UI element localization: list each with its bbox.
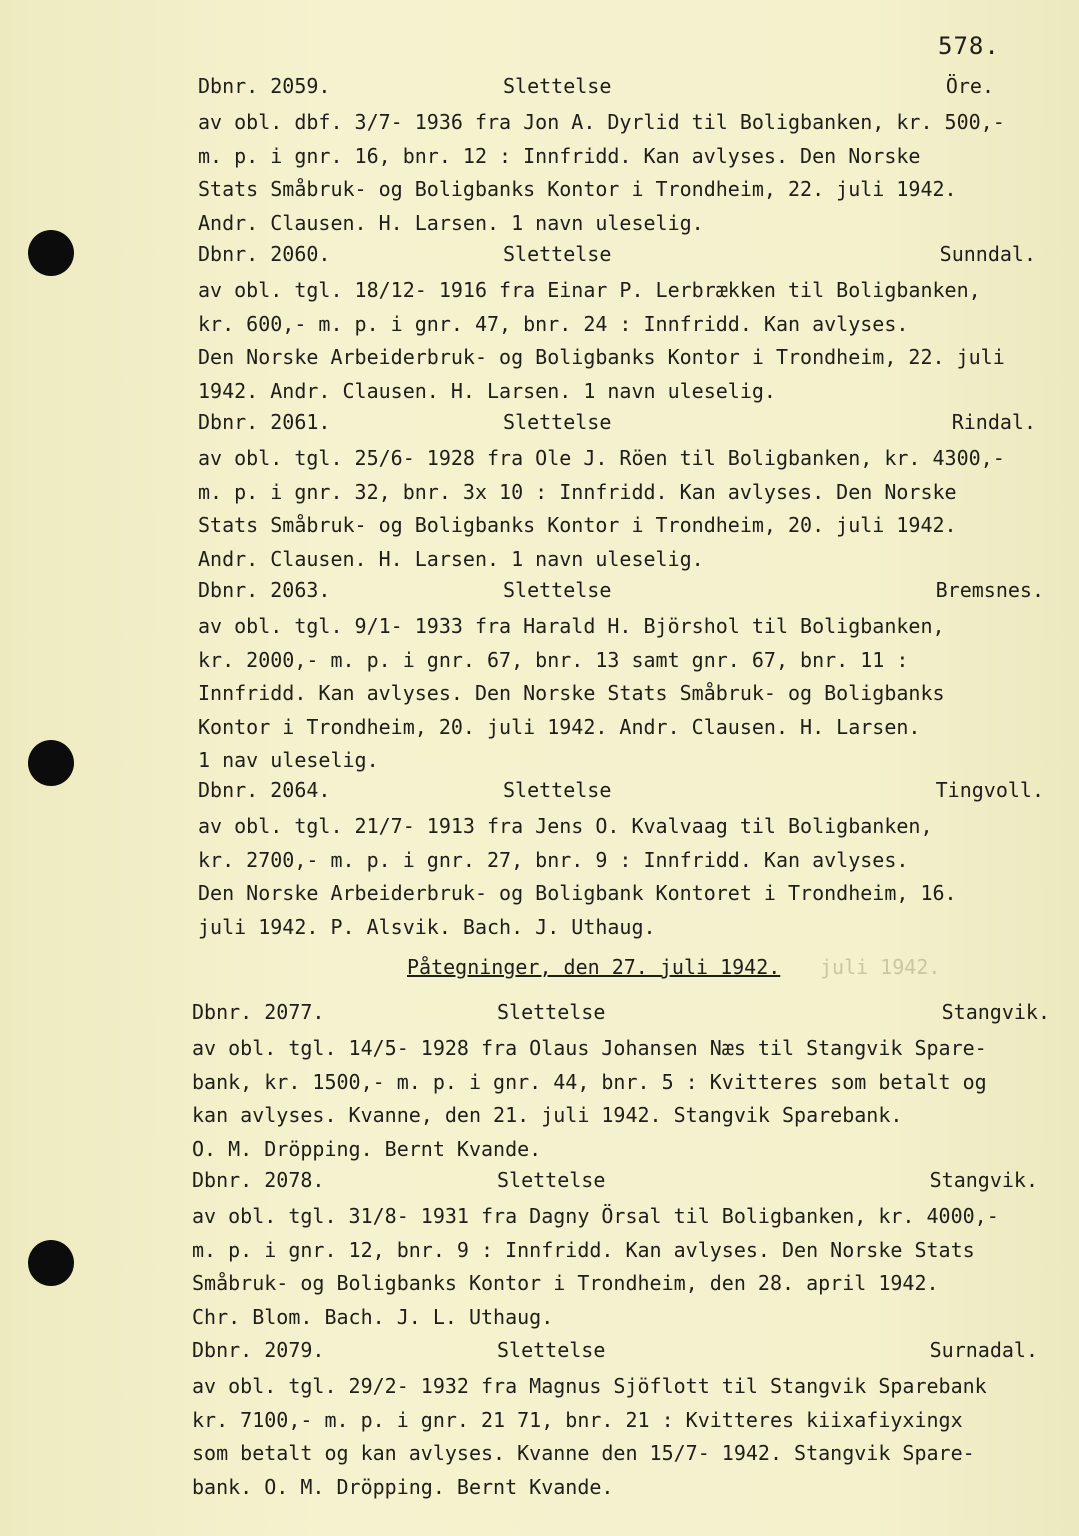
entry-type: Slettelse <box>497 1338 606 1362</box>
entry-text-line: kr. 7100,- m. p. i gnr. 21 71, bnr. 21 : Kvitteres kiixafiyxingx <box>192 1407 963 1432</box>
entry-text-line: av obl. dbf. 3/7- 1936 fra Jon A. Dyrlid til Boligbanken, kr. 500,- <box>198 110 1005 134</box>
ledger-entry-2079 <box>192 1338 1038 1504</box>
ledger-entry-2077 <box>192 1000 1050 1166</box>
entry-number: Dbnr. 2078. <box>192 1168 325 1192</box>
entry-text-line: kan avlyses. Kvanne, den 21. juli 1942. Stangvik Sparebank. <box>192 1103 903 1128</box>
bleed-through-text: juli 1942. <box>820 955 941 979</box>
entry-text-line: 1 nav uleselig. <box>198 748 379 773</box>
entry-text-line: kr. 2700,- m. p. i gnr. 27, bnr. 9 : Innfridd. Kan avlyses. <box>198 847 909 872</box>
punch-hole-middle <box>28 740 74 786</box>
entry-place: Stangvik. <box>929 1168 1038 1192</box>
ledger-entry-2060 <box>198 242 1036 408</box>
entry-text-line: som betalt og kan avlyses. Kvanne den 15/7- 1942. Stangvik Spare- <box>192 1441 975 1466</box>
entry-text-line: Stats Småbruk- og Boligbanks Kontor i Trondheim, 20. juli 1942. <box>198 513 957 538</box>
entry-number: Dbnr. 2060. <box>198 242 331 266</box>
entry-text-line: bank, kr. 1500,- m. p. i gnr. 44, bnr. 5 : Kvitteres som betalt og <box>192 1069 987 1094</box>
entry-text-line: 1942. Andr. Clausen. H. Larsen. 1 navn uleselig. <box>198 378 776 403</box>
ledger-entry-2059 <box>198 74 1005 240</box>
entry-type: Slettelse <box>497 1168 606 1192</box>
entry-text-line: av obl. tgl. 29/2- 1932 fra Magnus Sjöflott til Stangvik Sparebank <box>192 1374 987 1398</box>
entry-text-line: kr. 600,- m. p. i gnr. 47, bnr. 24 : Innfridd. Kan avlyses. <box>198 311 909 336</box>
entry-text-line: Småbruk- og Boligbanks Kontor i Trondheim, den 28. april 1942. <box>192 1271 939 1296</box>
entry-text-line: av obl. tgl. 9/1- 1933 fra Harald H. Björshol til Boligbanken, <box>198 614 945 638</box>
entry-place: Öre. <box>945 74 994 98</box>
entry-text-line: av obl. tgl. 21/7- 1913 fra Jens O. Kvalvaag til Boligbanken, <box>198 814 933 838</box>
page-number: 578. <box>938 32 1000 60</box>
entry-number: Dbnr. 2063. <box>198 578 331 602</box>
entry-text-line: av obl. tgl. 31/8- 1931 fra Dagny Örsal til Boligbanken, kr. 4000,- <box>192 1204 999 1228</box>
entry-text-line: av obl. tgl. 14/5- 1928 fra Olaus Johansen Næs til Stangvik Spare- <box>192 1036 987 1060</box>
entry-text-line: juli 1942. P. Alsvik. Bach. J. Uthaug. <box>198 914 656 939</box>
entry-text-line: m. p. i gnr. 16, bnr. 12 : Innfridd. Kan avlyses. Den Norske <box>198 143 921 168</box>
entry-text-line: Innfridd. Kan avlyses. Den Norske Stats Småbruk- og Boligbanks <box>198 681 945 706</box>
entry-place: Tingvoll. <box>935 778 1044 802</box>
entry-type: Slettelse <box>497 1000 606 1024</box>
entry-place: Rindal. <box>951 410 1036 434</box>
entry-number: Dbnr. 2061. <box>198 410 331 434</box>
entry-number: Dbnr. 2064. <box>198 778 331 802</box>
entry-text-line: Kontor i Trondheim, 20. juli 1942. Andr. Clausen. H. Larsen. <box>198 714 921 739</box>
entry-text-line: Andr. Clausen. H. Larsen. 1 navn uleselig. <box>198 210 704 235</box>
entry-place: Bremsnes. <box>935 578 1044 602</box>
entry-number: Dbnr. 2079. <box>192 1338 325 1362</box>
entry-text-line: av obl. tgl. 18/12- 1916 fra Einar P. Lerbrækken til Boligbanken, <box>198 278 981 302</box>
entry-text-line: Den Norske Arbeiderbruk- og Boligbank Kontoret i Trondheim, 16. <box>198 881 957 906</box>
entry-type: Slettelse <box>503 778 612 802</box>
entry-place: Stangvik. <box>941 1000 1050 1024</box>
punch-hole-bottom <box>28 1240 74 1286</box>
ledger-entry-2064 <box>198 778 1044 944</box>
section-heading: Påtegninger, den 27. juli 1942. <box>407 955 781 979</box>
entry-text-line: bank. O. M. Dröpping. Bernt Kvande. <box>192 1474 614 1499</box>
entry-type: Slettelse <box>503 242 612 266</box>
entry-text-line: O. M. Dröpping. Bernt Kvande. <box>192 1136 542 1161</box>
entry-text-line: Chr. Blom. Bach. J. L. Uthaug. <box>192 1304 554 1329</box>
entry-text-line: Stats Småbruk- og Boligbanks Kontor i Trondheim, 22. juli 1942. <box>198 177 957 202</box>
entry-type: Slettelse <box>503 578 612 602</box>
entry-number: Dbnr. 2059. <box>198 74 331 98</box>
entry-place: Surnadal. <box>929 1338 1038 1362</box>
ledger-entry-2063 <box>198 578 1044 778</box>
entry-text-line: m. p. i gnr. 12, bnr. 9 : Innfridd. Kan avlyses. Den Norske Stats <box>192 1237 975 1262</box>
entry-text-line: kr. 2000,- m. p. i gnr. 67, bnr. 13 samt gnr. 67, bnr. 11 : <box>198 647 909 672</box>
entry-text-line: m. p. i gnr. 32, bnr. 3x 10 : Innfridd. Kan avlyses. Den Norske <box>198 479 957 504</box>
punch-hole-top <box>28 230 74 276</box>
entry-place: Sunndal. <box>939 242 1036 266</box>
entry-number: Dbnr. 2077. <box>192 1000 325 1024</box>
entry-type: Slettelse <box>503 410 612 434</box>
ledger-entry-2078 <box>192 1168 1038 1334</box>
entry-text-line: av obl. tgl. 25/6- 1928 fra Ole J. Röen til Boligbanken, kr. 4300,- <box>198 446 1005 470</box>
entry-text-line: Den Norske Arbeiderbruk- og Boligbanks Kontor i Trondheim, 22. juli <box>198 345 1005 370</box>
entry-type: Slettelse <box>503 74 612 98</box>
ledger-entry-2061 <box>198 410 1036 576</box>
entry-text-line: Andr. Clausen. H. Larsen. 1 navn uleselig. <box>198 546 704 571</box>
